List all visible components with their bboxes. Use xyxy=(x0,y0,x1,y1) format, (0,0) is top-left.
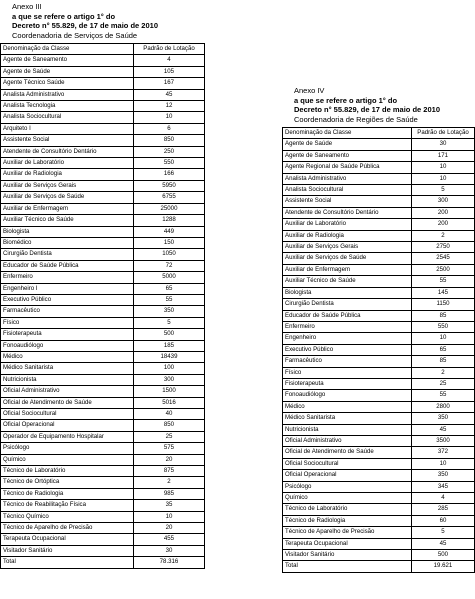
table-row xyxy=(1,363,205,374)
staffing-value-cell: 350 xyxy=(412,413,475,424)
table-row xyxy=(1,226,205,237)
class-name-cell: Médico Sanitarista xyxy=(1,363,134,374)
class-name-cell: Técnico de Aparelho de Precisão xyxy=(1,523,134,534)
table-row xyxy=(283,413,475,424)
staffing-value-cell: 2800 xyxy=(412,401,475,412)
annex-iii-header-row xyxy=(1,44,205,55)
table-row xyxy=(1,351,205,362)
class-name-cell: Auxiliar de Laboratório xyxy=(1,158,134,169)
staffing-value-cell: 150 xyxy=(134,237,205,248)
class-name-cell: Técnico de Laboratório xyxy=(1,466,134,477)
table-row xyxy=(283,150,475,161)
class-name-cell: Visitador Sanitário xyxy=(1,545,134,556)
annex-iv-reference: a que se refere o artigo 1° do xyxy=(294,95,398,105)
class-name-cell: Auxiliar Técnico de Saúde xyxy=(283,276,412,287)
class-name-cell: Físico xyxy=(1,317,134,328)
table-row xyxy=(1,477,205,488)
table-row xyxy=(283,504,475,515)
class-name-cell: Auxiliar de Serviços Gerais xyxy=(1,180,134,191)
class-name-cell: Médico xyxy=(1,351,134,362)
table-row xyxy=(1,523,205,534)
table-row xyxy=(283,310,475,321)
table-row xyxy=(1,340,205,351)
staffing-value-cell: 19.621 xyxy=(412,561,475,572)
staffing-value-cell: 105 xyxy=(134,66,205,77)
table-row xyxy=(283,264,475,275)
column-header-class: Denominação da Classe xyxy=(1,44,134,55)
staffing-value-cell: 30 xyxy=(412,139,475,150)
annex-iii-reference: a que se refere o artigo 1° do xyxy=(12,11,116,21)
staffing-value-cell: 2 xyxy=(412,230,475,241)
staffing-value-cell: 1500 xyxy=(134,386,205,397)
class-name-cell: Médico xyxy=(283,401,412,412)
staffing-value-cell: 10 xyxy=(412,333,475,344)
class-name-cell: Psicólogo xyxy=(283,481,412,492)
table-row xyxy=(1,443,205,454)
column-header-value: Padrão de Lotação xyxy=(134,44,205,55)
staffing-value-cell: 2545 xyxy=(412,253,475,264)
table-row xyxy=(283,481,475,492)
table-row xyxy=(1,203,205,214)
class-name-cell: Executivo Público xyxy=(283,344,412,355)
annex-iv-body xyxy=(283,128,475,573)
table-row xyxy=(283,219,475,230)
staffing-value-cell: 45 xyxy=(134,89,205,100)
table-row xyxy=(283,139,475,150)
staffing-value-cell: 18439 xyxy=(134,351,205,362)
class-name-cell: Atendente de Consultório Dentário xyxy=(1,146,134,157)
class-name-cell: Cirurgião Dentista xyxy=(1,249,134,260)
staffing-value-cell: 167 xyxy=(134,78,205,89)
staffing-value-cell: 500 xyxy=(412,550,475,561)
table-row xyxy=(1,409,205,420)
staffing-value-cell: 500 xyxy=(134,329,205,340)
staffing-value-cell: 25 xyxy=(134,431,205,442)
staffing-value-cell: 985 xyxy=(134,488,205,499)
table-row xyxy=(1,101,205,112)
staffing-value-cell: 10 xyxy=(412,162,475,173)
staffing-value-cell: 20 xyxy=(134,523,205,534)
table-row xyxy=(1,283,205,294)
staffing-value-cell: 200 xyxy=(412,219,475,230)
table-row xyxy=(283,196,475,207)
table-row xyxy=(1,146,205,157)
table-row xyxy=(283,390,475,401)
table-row xyxy=(283,493,475,504)
table-row xyxy=(283,287,475,298)
staffing-value-cell: 2 xyxy=(134,477,205,488)
staffing-value-cell: 345 xyxy=(412,481,475,492)
class-name-cell: Farmacêutico xyxy=(283,356,412,367)
staffing-value-cell: 250 xyxy=(134,146,205,157)
staffing-value-cell: 25000 xyxy=(134,203,205,214)
staffing-value-cell: 6755 xyxy=(134,192,205,203)
class-name-cell: Auxiliar de Enfermagem xyxy=(283,264,412,275)
table-row xyxy=(1,169,205,180)
table-row xyxy=(283,185,475,196)
staffing-value-cell: 2 xyxy=(412,367,475,378)
annex-iii-decree: Decreto n° 55.829, de 17 de maio de 2010 xyxy=(12,21,158,31)
class-name-cell: Agente de Saneamento xyxy=(1,55,134,66)
class-name-cell: Oficial Operacional xyxy=(283,470,412,481)
class-name-cell: Terapeuta Ocupacional xyxy=(1,534,134,545)
class-name-cell: Técnico de Radiologia xyxy=(283,515,412,526)
table-row xyxy=(283,242,475,253)
table-row xyxy=(1,374,205,385)
table-row xyxy=(283,561,475,572)
class-name-cell: Total xyxy=(283,561,412,572)
staffing-value-cell: 55 xyxy=(412,390,475,401)
staffing-value-cell: 5 xyxy=(134,317,205,328)
table-row xyxy=(1,260,205,271)
class-name-cell: Oficial Administrativo xyxy=(283,435,412,446)
class-name-cell: Químico xyxy=(1,454,134,465)
class-name-cell: Biomédico xyxy=(1,237,134,248)
table-row xyxy=(1,215,205,226)
class-name-cell: Físico xyxy=(283,367,412,378)
class-name-cell: Visitador Sanitário xyxy=(283,550,412,561)
class-name-cell: Fonoaudiólogo xyxy=(1,340,134,351)
staffing-value-cell: 85 xyxy=(412,310,475,321)
staffing-value-cell: 5950 xyxy=(134,180,205,191)
annex-iii-table xyxy=(0,43,205,569)
class-name-cell: Cirurgião Dentista xyxy=(283,299,412,310)
annex-iv-decree: Decreto n° 55.829, de 17 de maio de 2010 xyxy=(294,105,440,115)
class-name-cell: Analista Administrativo xyxy=(1,89,134,100)
class-name-cell: Enfermeiro xyxy=(1,272,134,283)
table-row xyxy=(1,386,205,397)
class-name-cell: Analista Sociocultural xyxy=(1,112,134,123)
staffing-value-cell: 300 xyxy=(412,196,475,207)
staffing-value-cell: 5000 xyxy=(134,272,205,283)
class-name-cell: Engenheiro I xyxy=(1,283,134,294)
class-name-cell: Enfermeiro xyxy=(283,321,412,332)
annex-iii-coordination: Coordenadoria de Serviços de Saúde xyxy=(12,30,138,40)
staffing-value-cell: 300 xyxy=(134,374,205,385)
table-row xyxy=(283,162,475,173)
staffing-value-cell: 10 xyxy=(412,173,475,184)
table-row xyxy=(283,356,475,367)
staffing-value-cell: 25 xyxy=(412,378,475,389)
class-name-cell: Agente Técnico Saúde xyxy=(1,78,134,89)
staffing-value-cell: 875 xyxy=(134,466,205,477)
staffing-value-cell: 100 xyxy=(134,363,205,374)
staffing-value-cell: 10 xyxy=(412,458,475,469)
staffing-value-cell: 850 xyxy=(134,420,205,431)
staffing-value-cell: 45 xyxy=(412,538,475,549)
staffing-value-cell: 455 xyxy=(134,534,205,545)
class-name-cell: Auxiliar de Serviços de Saúde xyxy=(283,253,412,264)
table-row xyxy=(283,470,475,481)
class-name-cell: Arquiteto I xyxy=(1,123,134,134)
table-row xyxy=(283,527,475,538)
annex-iv-header-row xyxy=(283,128,475,139)
staffing-value-cell: 449 xyxy=(134,226,205,237)
staffing-value-cell: 65 xyxy=(134,283,205,294)
table-row xyxy=(1,180,205,191)
table-row xyxy=(1,420,205,431)
table-row xyxy=(283,538,475,549)
table-row xyxy=(283,173,475,184)
class-name-cell: Fisioterapeuta xyxy=(283,378,412,389)
table-row xyxy=(1,237,205,248)
class-name-cell: Técnico de Reabilitação Física xyxy=(1,500,134,511)
class-name-cell: Biologista xyxy=(1,226,134,237)
class-name-cell: Engenheiro xyxy=(283,333,412,344)
staffing-value-cell: 4 xyxy=(134,55,205,66)
staffing-value-cell: 2500 xyxy=(412,264,475,275)
staffing-value-cell: 1050 xyxy=(134,249,205,260)
annex-iii-label: Anexo III xyxy=(12,2,42,11)
table-row xyxy=(1,272,205,283)
table-row xyxy=(283,253,475,264)
table-row xyxy=(1,545,205,556)
annex-iv-table xyxy=(282,127,475,573)
staffing-value-cell: 60 xyxy=(412,515,475,526)
column-header-class: Denominação da Classe xyxy=(283,128,412,139)
staffing-value-cell: 45 xyxy=(412,424,475,435)
annex-iv-header xyxy=(294,86,440,124)
annex-iii-header xyxy=(12,2,158,40)
table-row xyxy=(1,135,205,146)
class-name-cell: Agente de Saúde xyxy=(283,139,412,150)
class-name-cell: Agente de Saneamento xyxy=(283,150,412,161)
class-name-cell: Auxiliar de Radiologia xyxy=(1,169,134,180)
table-row xyxy=(1,317,205,328)
staffing-value-cell: 185 xyxy=(134,340,205,351)
table-row xyxy=(283,424,475,435)
class-name-cell: Agente de Saúde xyxy=(1,66,134,77)
staffing-value-cell: 285 xyxy=(412,504,475,515)
table-row xyxy=(283,378,475,389)
class-name-cell: Auxiliar de Radiologia xyxy=(283,230,412,241)
annex-iii-body xyxy=(1,44,205,569)
class-name-cell: Oficial Sociocultural xyxy=(283,458,412,469)
table-row xyxy=(283,276,475,287)
table-row xyxy=(1,488,205,499)
table-row xyxy=(283,333,475,344)
staffing-value-cell: 20 xyxy=(134,454,205,465)
staffing-value-cell: 166 xyxy=(134,169,205,180)
table-row xyxy=(283,515,475,526)
table-row xyxy=(1,89,205,100)
table-row xyxy=(283,401,475,412)
staffing-value-cell: 5 xyxy=(412,185,475,196)
table-row xyxy=(1,294,205,305)
class-name-cell: Educador de Saúde Pública xyxy=(1,260,134,271)
staffing-value-cell: 55 xyxy=(412,276,475,287)
staffing-value-cell: 171 xyxy=(412,150,475,161)
table-row xyxy=(283,447,475,458)
staffing-value-cell: 4 xyxy=(412,493,475,504)
table-row xyxy=(283,550,475,561)
staffing-value-cell: 12 xyxy=(134,101,205,112)
table-row xyxy=(1,112,205,123)
class-name-cell: Total xyxy=(1,557,134,568)
table-row xyxy=(1,123,205,134)
staffing-value-cell: 3500 xyxy=(412,435,475,446)
table-row xyxy=(1,249,205,260)
annex-iv-coordination: Coordenadoria de Regiões de Saúde xyxy=(294,114,418,124)
class-name-cell: Auxiliar de Enfermagem xyxy=(1,203,134,214)
staffing-value-cell: 2750 xyxy=(412,242,475,253)
table-row xyxy=(1,158,205,169)
staffing-value-cell: 5016 xyxy=(134,397,205,408)
class-name-cell: Oficial de Atendimento de Saúde xyxy=(283,447,412,458)
class-name-cell: Técnico de Laboratório xyxy=(283,504,412,515)
class-name-cell: Terapeuta Ocupacional xyxy=(283,538,412,549)
annex-iv-label: Anexo IV xyxy=(294,86,325,95)
table-row xyxy=(283,230,475,241)
staffing-value-cell: 40 xyxy=(134,409,205,420)
staffing-value-cell: 350 xyxy=(134,306,205,317)
table-row xyxy=(1,431,205,442)
table-row xyxy=(1,466,205,477)
staffing-value-cell: 10 xyxy=(134,112,205,123)
table-row xyxy=(1,557,205,568)
class-name-cell: Auxiliar de Laboratório xyxy=(283,219,412,230)
staffing-value-cell: 372 xyxy=(412,447,475,458)
table-row xyxy=(1,511,205,522)
class-name-cell: Oficial Sociocultural xyxy=(1,409,134,420)
class-name-cell: Fonoaudiólogo xyxy=(283,390,412,401)
table-row xyxy=(283,321,475,332)
table-row xyxy=(283,458,475,469)
table-row xyxy=(1,397,205,408)
class-name-cell: Nutricionista xyxy=(1,374,134,385)
class-name-cell: Oficial Operacional xyxy=(1,420,134,431)
table-row xyxy=(1,329,205,340)
class-name-cell: Agente Regional de Saúde Pública xyxy=(283,162,412,173)
table-row xyxy=(1,55,205,66)
staffing-value-cell: 575 xyxy=(134,443,205,454)
table-row xyxy=(1,534,205,545)
staffing-value-cell: 72 xyxy=(134,260,205,271)
class-name-cell: Oficial Administrativo xyxy=(1,386,134,397)
class-name-cell: Químico xyxy=(283,493,412,504)
table-row xyxy=(283,299,475,310)
staffing-value-cell: 78.316 xyxy=(134,557,205,568)
staffing-value-cell: 35 xyxy=(134,500,205,511)
staffing-value-cell: 850 xyxy=(134,135,205,146)
staffing-value-cell: 55 xyxy=(134,294,205,305)
class-name-cell: Analista Sociocultural xyxy=(283,185,412,196)
staffing-value-cell: 10 xyxy=(134,511,205,522)
table-row xyxy=(1,500,205,511)
table-row xyxy=(283,435,475,446)
class-name-cell: Médico Sanitarista xyxy=(283,413,412,424)
table-row xyxy=(1,192,205,203)
class-name-cell: Assistente Social xyxy=(1,135,134,146)
class-name-cell: Técnico de Aparelho de Precisão xyxy=(283,527,412,538)
class-name-cell: Analista Tecnologia xyxy=(1,101,134,112)
staffing-value-cell: 550 xyxy=(412,321,475,332)
staffing-value-cell: 145 xyxy=(412,287,475,298)
staffing-value-cell: 350 xyxy=(412,470,475,481)
table-row xyxy=(283,207,475,218)
class-name-cell: Analista Administrativo xyxy=(283,173,412,184)
table-row xyxy=(1,66,205,77)
class-name-cell: Educador de Saúde Pública xyxy=(283,310,412,321)
class-name-cell: Auxiliar de Serviços Gerais xyxy=(283,242,412,253)
class-name-cell: Fisioterapeuta xyxy=(1,329,134,340)
staffing-value-cell: 65 xyxy=(412,344,475,355)
table-row xyxy=(283,367,475,378)
class-name-cell: Psicólogo xyxy=(1,443,134,454)
class-name-cell: Técnico Químico xyxy=(1,511,134,522)
class-name-cell: Farmacêutico xyxy=(1,306,134,317)
table-row xyxy=(283,344,475,355)
table-row xyxy=(1,306,205,317)
table-row xyxy=(1,78,205,89)
table-row xyxy=(1,454,205,465)
staffing-value-cell: 1150 xyxy=(412,299,475,310)
class-name-cell: Operador de Equipamento Hospitalar xyxy=(1,431,134,442)
class-name-cell: Oficial de Atendimento de Saúde xyxy=(1,397,134,408)
class-name-cell: Auxiliar de Serviços de Saúde xyxy=(1,192,134,203)
staffing-value-cell: 200 xyxy=(412,207,475,218)
staffing-value-cell: 5 xyxy=(412,527,475,538)
class-name-cell: Técnico de Radiologia xyxy=(1,488,134,499)
staffing-value-cell: 6 xyxy=(134,123,205,134)
class-name-cell: Auxiliar Técnico de Saúde xyxy=(1,215,134,226)
class-name-cell: Assistente Social xyxy=(283,196,412,207)
column-header-value: Padrão de Lotação xyxy=(412,128,475,139)
class-name-cell: Executivo Público xyxy=(1,294,134,305)
staffing-value-cell: 1288 xyxy=(134,215,205,226)
class-name-cell: Nutricionista xyxy=(283,424,412,435)
staffing-value-cell: 85 xyxy=(412,356,475,367)
class-name-cell: Técnico de Ortóptica xyxy=(1,477,134,488)
class-name-cell: Atendente de Consultório Dentário xyxy=(283,207,412,218)
staffing-value-cell: 30 xyxy=(134,545,205,556)
staffing-value-cell: 550 xyxy=(134,158,205,169)
class-name-cell: Biologista xyxy=(283,287,412,298)
